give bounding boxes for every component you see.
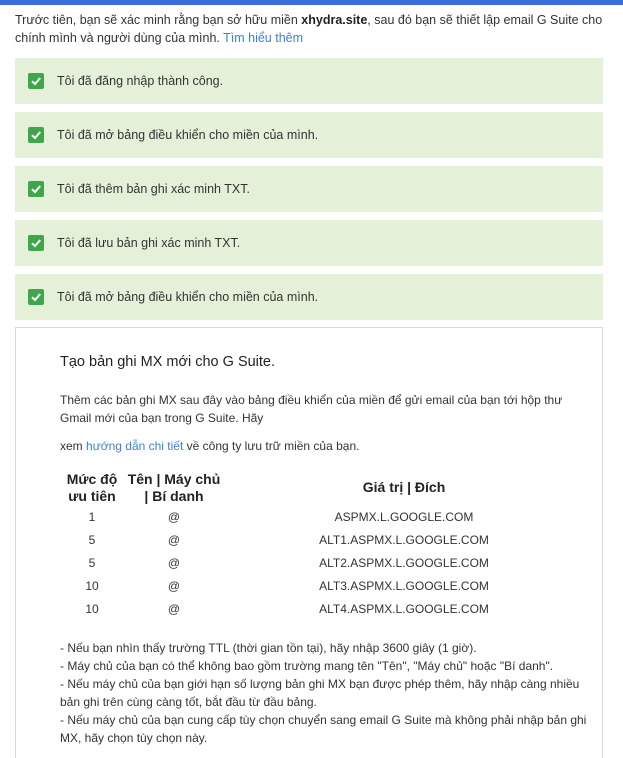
checkbox-checked-icon[interactable] — [28, 235, 44, 251]
mx-records-card — [15, 327, 603, 758]
see-before-text: xem — [60, 439, 87, 453]
cell-value: ASPMX.L.GOOGLE.COM — [334, 509, 474, 524]
checklist-item[interactable] — [15, 112, 603, 158]
checklist-item[interactable] — [15, 220, 603, 266]
cell-priority: 5 — [88, 555, 96, 570]
note-item: - Nếu máy chủ của bạn cung cấp tùy chọn chuyển sang email G Suite mà không phải nhập bản ghi MX, hãy chọn tùy chọn này. — [60, 713, 587, 745]
top-accent-bar — [0, 0, 623, 5]
checklist-label: Tôi đã lưu bản ghi xác minh TXT. — [57, 236, 241, 250]
cell-value: ALT1.ASPMX.L.GOOGLE.COM — [319, 532, 489, 547]
intro-text-after: , sau đó bạn sẽ thiết lập email G Suite cho chính mình và người dùng của mình. — [15, 13, 603, 45]
note-item: - Nếu bạn nhìn thấy trường TTL (thời gian tồn tại), hãy nhập 3600 giây (1 giờ). — [60, 641, 477, 655]
mx-records-table — [60, 470, 584, 620]
cell-name: @ — [167, 601, 181, 616]
checklist-label: Tôi đã thêm bản ghi xác minh TXT. — [57, 182, 250, 196]
checklist-label: Tôi đã mở bảng điều khiển cho miền của mình. — [57, 290, 319, 304]
cell-priority: 5 — [88, 532, 96, 547]
checkbox-checked-icon[interactable] — [28, 181, 44, 197]
mx-see-instructions — [60, 439, 359, 453]
cell-priority: 10 — [85, 601, 99, 616]
checkbox-checked-icon[interactable] — [28, 127, 44, 143]
cell-value: ALT3.ASPMX.L.GOOGLE.COM — [319, 578, 489, 593]
checklist-item[interactable] — [15, 274, 603, 320]
mx-notes — [60, 639, 595, 747]
header-value: Giá trị | Đích — [362, 479, 446, 495]
table-row — [60, 597, 584, 620]
checklist-item[interactable] — [15, 166, 603, 212]
learn-more-link[interactable]: Tìm hiểu thêm — [223, 31, 304, 45]
detailed-guide-link[interactable]: hướng dẫn chi tiết — [86, 439, 184, 453]
cell-value: ALT4.ASPMX.L.GOOGLE.COM — [319, 601, 489, 616]
checklist-item[interactable] — [15, 58, 603, 104]
checklist-label: Tôi đã đăng nhập thành công. — [57, 74, 224, 88]
checkbox-checked-icon[interactable] — [28, 289, 44, 305]
header-name: Tên | Máy chủ | Bí danh — [127, 470, 221, 504]
note-item: - Nếu máy chủ của bạn giới hạn số lượng bản ghi MX bạn được phép thêm, hãy nhập càng nhiều bản ghi trên cùng càng tốt, bắt đầu từ đầu bảng. — [60, 677, 580, 709]
cell-name: @ — [167, 555, 181, 570]
note-item: - Máy chủ của bạn có thể không bao gồm trường mang tên "Tên", "Máy chủ" hoặc "Bí danh". — [60, 659, 554, 673]
header-priority: Mức độ ưu tiên — [66, 470, 118, 504]
cell-value: ALT2.ASPMX.L.GOOGLE.COM — [319, 555, 489, 570]
cell-name: @ — [167, 509, 181, 524]
table-row — [60, 574, 584, 597]
intro-text — [15, 11, 615, 47]
checkbox-checked-icon[interactable] — [28, 73, 44, 89]
checklist-label: Tôi đã mở bảng điều khiển cho miền của mình. — [57, 128, 319, 142]
mx-description: Thêm các bản ghi MX sau đây vào bảng điều khiển của miền để gửi email của bạn tới hộp thư Gmail mới của bạn trong G Suite. Hãy — [60, 393, 563, 425]
cell-priority: 1 — [88, 509, 96, 524]
cell-name: @ — [167, 532, 181, 547]
see-after-text: về công ty lưu trữ miền của bạn. — [183, 439, 360, 453]
intro-text-before: Trước tiên, bạn sẽ xác minh rằng bạn sở hữu miền — [15, 13, 302, 27]
cell-name: @ — [167, 578, 181, 593]
table-row — [60, 551, 584, 574]
cell-priority: 10 — [85, 578, 99, 593]
mx-title: Tạo bản ghi MX mới cho G Suite. — [60, 354, 276, 370]
domain-name: xhydra.site — [301, 13, 368, 27]
table-header-row — [60, 470, 584, 505]
table-row — [60, 505, 584, 528]
table-row — [60, 528, 584, 551]
